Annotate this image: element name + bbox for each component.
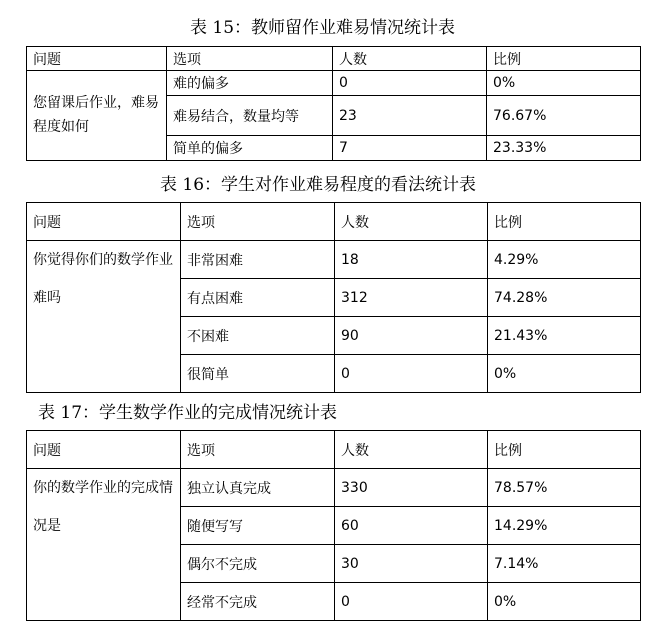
header-row	[27, 431, 641, 469]
ratio-cell: 7.14%	[488, 545, 641, 583]
column-header: 选项	[181, 431, 335, 469]
student-difficulty-opinion-table	[26, 202, 641, 393]
count-cell: 23	[333, 96, 487, 136]
ratio-cell: 4.29%	[488, 241, 641, 279]
count-cell: 0	[335, 355, 488, 393]
option-cell: 难易结合，数量均等	[167, 96, 333, 136]
question-cell: 您留课后作业，难易程度如何	[27, 71, 167, 161]
option-cell: 偶尔不完成	[181, 545, 335, 583]
option-cell: 随便写写	[181, 507, 335, 545]
count-cell: 7	[333, 136, 487, 161]
option-cell: 非常困难	[181, 241, 335, 279]
count-cell: 0	[333, 71, 487, 96]
table-row	[27, 469, 641, 507]
column-header: 人数	[335, 203, 488, 241]
count-cell: 18	[335, 241, 488, 279]
count-cell: 0	[335, 583, 488, 621]
column-header: 问题	[27, 47, 167, 71]
count-cell: 30	[335, 545, 488, 583]
column-header: 人数	[335, 431, 488, 469]
teacher-homework-difficulty-table	[26, 46, 641, 161]
column-header: 选项	[181, 203, 335, 241]
ratio-cell: 0%	[487, 71, 641, 96]
table-row	[27, 241, 641, 279]
ratio-cell: 0%	[488, 583, 641, 621]
count-cell: 330	[335, 469, 488, 507]
count-cell: 312	[335, 279, 488, 317]
ratio-cell: 78.57%	[488, 469, 641, 507]
count-cell: 60	[335, 507, 488, 545]
option-cell: 独立认真完成	[181, 469, 335, 507]
column-header: 选项	[167, 47, 333, 71]
table-caption: 表 15：教师留作业难易情况统计表	[190, 18, 456, 38]
header-row	[27, 47, 641, 71]
table-row	[27, 71, 641, 96]
column-header: 比例	[487, 47, 641, 71]
option-cell: 很简单	[181, 355, 335, 393]
column-header: 问题	[27, 203, 181, 241]
count-cell: 90	[335, 317, 488, 355]
table-caption: 表 17：学生数学作业的完成情况统计表	[38, 403, 338, 423]
ratio-cell: 23.33%	[487, 136, 641, 161]
column-header: 问题	[27, 431, 181, 469]
ratio-cell: 0%	[488, 355, 641, 393]
question-cell: 你的数学作业的完成情况是	[27, 469, 181, 621]
option-cell: 有点困难	[181, 279, 335, 317]
option-cell: 简单的偏多	[167, 136, 333, 161]
option-cell: 不困难	[181, 317, 335, 355]
ratio-cell: 74.28%	[488, 279, 641, 317]
question-cell: 你觉得你们的数学作业难吗	[27, 241, 181, 393]
option-cell: 难的偏多	[167, 71, 333, 96]
column-header: 比例	[488, 203, 641, 241]
table-caption: 表 16：学生对作业难易程度的看法统计表	[160, 175, 477, 195]
header-row	[27, 203, 641, 241]
column-header: 比例	[488, 431, 641, 469]
column-header: 人数	[333, 47, 487, 71]
homework-completion-table	[26, 430, 641, 621]
ratio-cell: 14.29%	[488, 507, 641, 545]
ratio-cell: 76.67%	[487, 96, 641, 136]
ratio-cell: 21.43%	[488, 317, 641, 355]
option-cell: 经常不完成	[181, 583, 335, 621]
